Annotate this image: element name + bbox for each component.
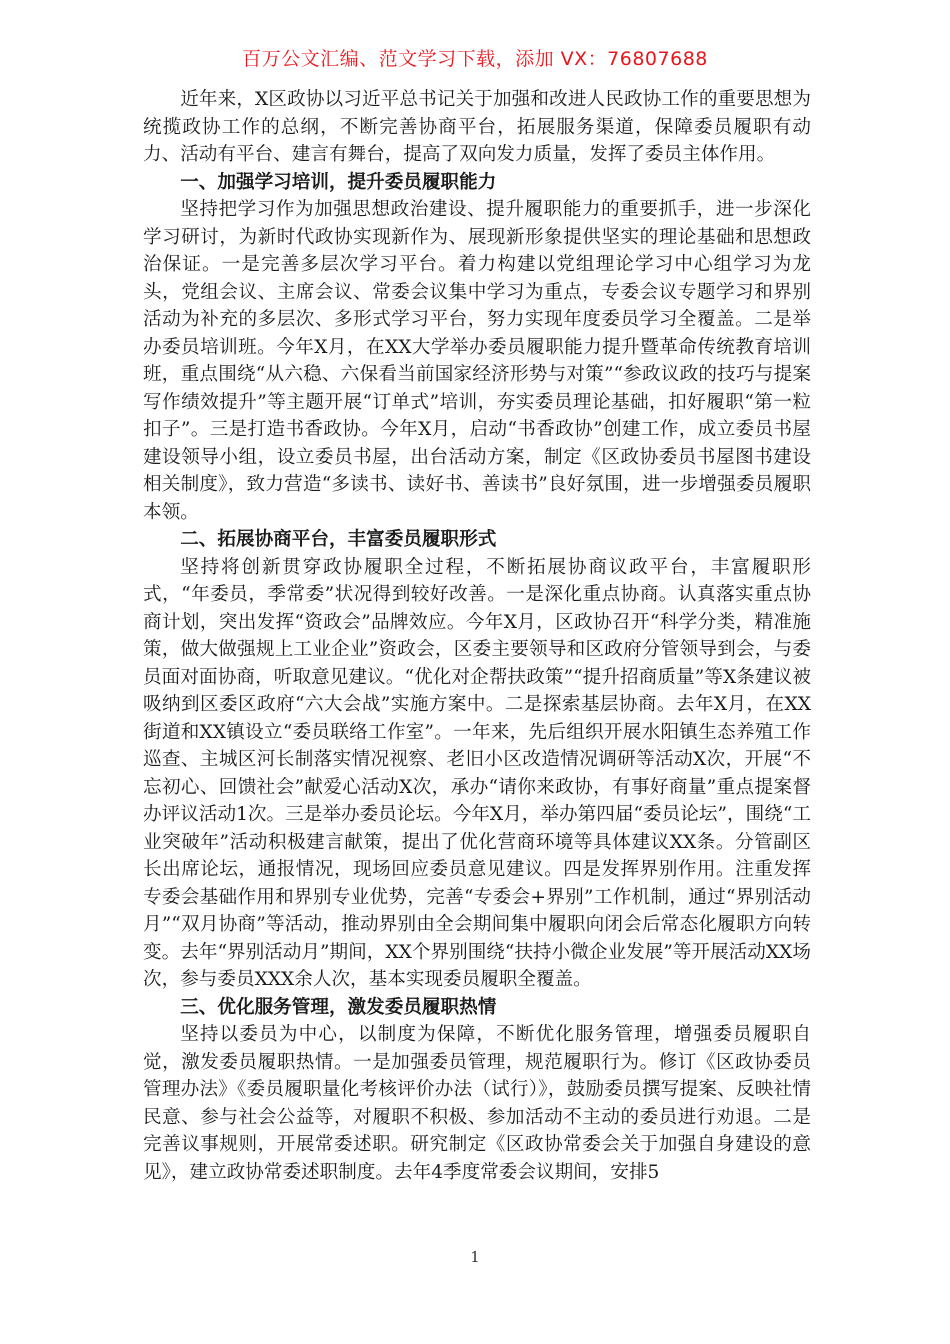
section-heading-3: 三、优化服务管理，激发委员履职热情 (180, 996, 497, 1018)
section-heading-1: 一、加强学习培训，提升委员履职能力 (180, 171, 497, 193)
intro-paragraph: 近年来，X区政协以习近平总书记关于加强和改进人民政协工作的重要思想为统揽政协工作的总纲，不断完善协商平台，拓展服务渠道，保障委员履职有动力、活动有平台、建言有舞台，提高了双向发力质量，发挥了委员主体作用。 (143, 89, 811, 165)
section-heading-2: 二、拓展协商平台，丰富委员履职形式 (180, 529, 497, 550)
document-body (143, 86, 811, 1186)
section-paragraph-2: 坚持将创新贯穿政协履职全过程，不断拓展协商议政平台，丰富履职形式，“年委员，季常委”状况得到较好改善。一是深化重点协商。认真落实重点协商计划，突出发挥“资政会”品牌效应。今年X月，区政协召开“科学分类，精准施策，做大做强规上工业企业”资政会，区委主要领导和区政府分管领导到会，与委员面对面协商，听取意见建议。“优化对企帮扶政策”“提升招商质量”等X条建议被吸纳到区委区政府“六大会战”实施方案中。二是探索基层协商。去年X月，在XX街道和XX镇设立“委员联络工作室”。一年来，先后组织开展水阳镇生态养殖工作巡查、主城区河长制落实情况视察、老旧小区改造情况调研等活动X次，开展“不忘初心、回馈社会”献爱心活动X次，承办“请你来政协，有事好商量”重点提案督办评议活动1次。三是举办委员论坛。今年X月，举办第四届“委员论坛”，围绕“工业突破年”活动积极建言献策，提出了优化营商环境等具体建议XX条。分管副区长出席论坛，通报情况，现场回应委员意见建议。四是发挥界别作用。注重发挥专委会基础作用和界别专业优势，完善“专委会+界别”工作机制，通过“界别活动月”“双月协商”等活动，推动界别由全会期间集中履职向闭会后常态化履职方向转变。去年“界别活动月”期间，XX个界别围绕“扶持小微企业发展”等开展活动XX场次，参与委员XXX余人次，基本实现委员履职全覆盖。 (143, 556, 811, 990)
section-paragraph-3: 坚持以委员为中心，以制度为保障，不断优化服务管理，增强委员履职自觉，激发委员履职热情。一是加强委员管理，规范履职行为。修订《区政协委员管理办法》《委员履职量化考核评价办法（试行）》，鼓励委员撰写提案、反映社情民意、参与社会公益等，对履职不积极、参加活动不主动的委员进行劝退。二是完善议事规则，开展常委述职。研究制定《区政协常委会关于加强自身建设的意见》，建立政协常委述职制度。去年4季度常委会议期间，安排5 (143, 1024, 811, 1183)
watermark-banner: 百万公文汇编、范文学习下载，添加 VX：76807688 (242, 48, 708, 70)
section-paragraph-1: 坚持把学习作为加强思想政治建设、提升履职能力的重要抓手，进一步深化学习研讨，为新时代政协实现新作为、展现新形象提供坚实的理论基础和思想政治保证。一是完善多层次学习平台。着力构建以党组理论学习中心组学习为龙头，党组会议、主席会议、常委会议集中学习为重点，专委会议专题学习和界别活动为补充的多层次、多形式学习平台，努力实现年度委员学习全覆盖。二是举办委员培训班。今年X月，在XX大学举办委员履职能力提升暨革命传统教育培训班，重点围绕“从六稳、六保看当前国家经济形势与对策”“参政议政的技巧与提案写作绩效提升”等主题开展“订单式”培训，夯实委员理论基础，扣好履职“第一粒扣子”。三是打造书香政协。今年X月，启动“书香政协”创建工作，成立委员书屋建设领导小组，设立委员书屋，出台活动方案，制定《区政协委员书屋图书建设相关制度》，致力营造“多读书、读好书、善读书”良好氛围，进一步增强委员履职本领。 (143, 199, 811, 523)
page-number: 1 (470, 1248, 480, 1266)
